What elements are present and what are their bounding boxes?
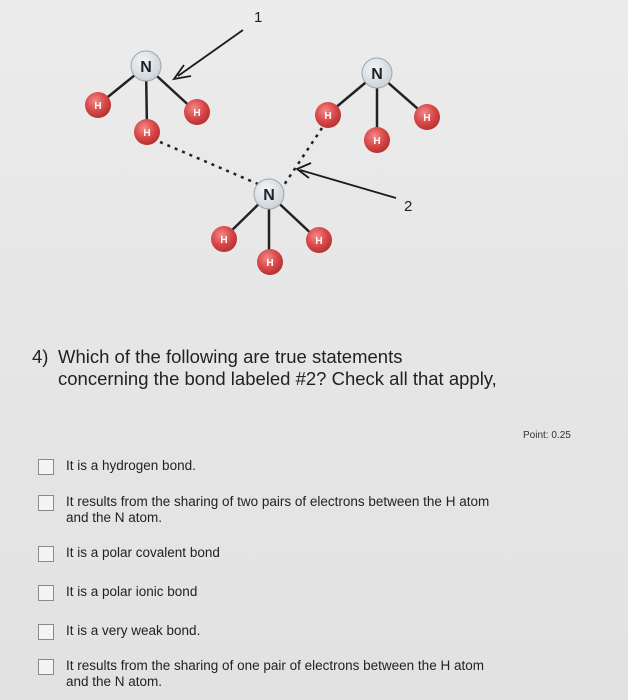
- checkbox[interactable]: [38, 459, 54, 475]
- option-label: It results from the sharing of one pair of electrons between the H atom and the N atom.: [66, 658, 484, 689]
- hydrogen-bond-dashed-line: [284, 128, 322, 185]
- ammonia-molecule-center: [211, 179, 332, 275]
- checkbox[interactable]: [38, 546, 54, 562]
- hydrogen-label: H: [373, 136, 381, 147]
- arrow-1-line: [178, 30, 243, 76]
- points-label: Point: 0.25: [523, 430, 571, 441]
- checkbox[interactable]: [38, 585, 54, 601]
- nitrogen-label: N: [371, 66, 383, 83]
- ammonia-molecule-left: [85, 51, 210, 145]
- hydrogen-label: H: [266, 258, 274, 269]
- bond-label-1: 1: [254, 9, 263, 26]
- bond-label-2: 2: [404, 198, 413, 215]
- arrow-2-line: [300, 170, 396, 198]
- hydrogen-label: H: [315, 236, 323, 247]
- option-label: It is a very weak bond.: [66, 623, 201, 638]
- hydrogen-label: H: [423, 113, 431, 124]
- nitrogen-label: N: [263, 187, 275, 204]
- question-number: 4): [32, 346, 49, 367]
- checkbox[interactable]: [38, 624, 54, 640]
- hydrogen-label: H: [193, 108, 201, 119]
- option-label: It is a polar ionic bond: [66, 584, 198, 599]
- hydrogen-label: H: [94, 101, 102, 112]
- hydrogen-bond-dashed-line: [160, 142, 258, 184]
- question-text: Which of the following are true statements concerning the bond labeled #2? Check all that apply,: [58, 346, 497, 389]
- hydrogen-label: H: [324, 111, 332, 122]
- option-label: It results from the sharing of two pairs of electrons between the H atom and the N atom.: [66, 494, 490, 525]
- ammonia-molecule-right: [315, 58, 440, 153]
- checkbox[interactable]: [38, 659, 54, 675]
- ammonia-hydrogen-bond-diagram: [0, 0, 628, 330]
- hydrogen-label: H: [220, 235, 228, 246]
- hydrogen-label: H: [143, 128, 151, 139]
- nitrogen-label: N: [140, 59, 152, 76]
- option-label: It is a polar covalent bond: [66, 545, 220, 560]
- option-label: It is a hydrogen bond.: [66, 458, 196, 473]
- checkbox[interactable]: [38, 495, 54, 511]
